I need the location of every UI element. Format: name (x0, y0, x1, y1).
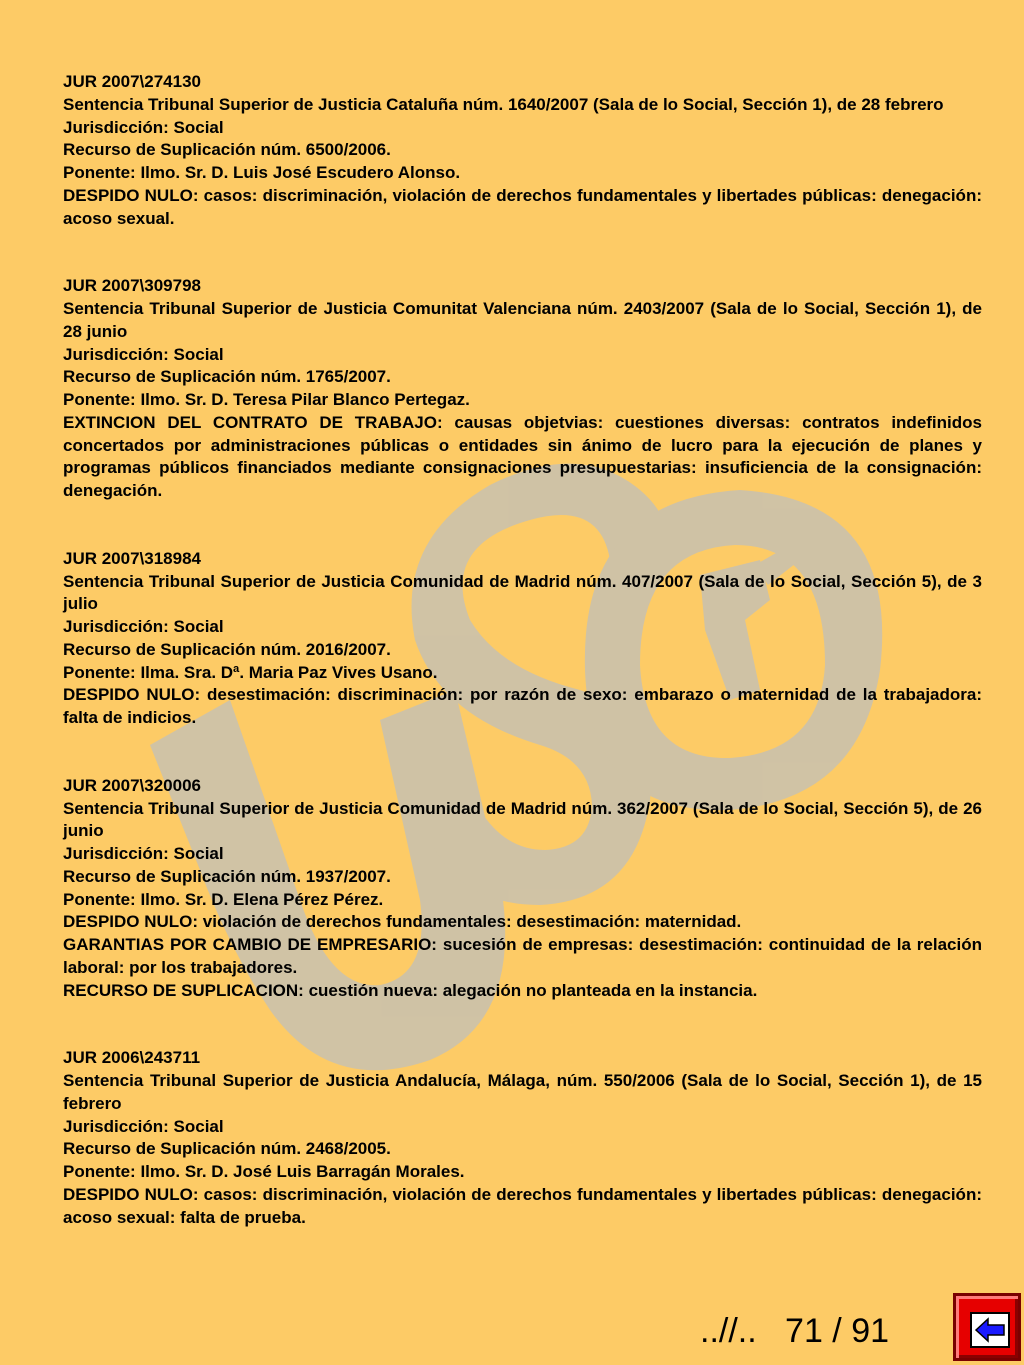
case-summary: DESPIDO NULO: casos: discriminación, violación de derechos fundamentales y libertades públicas: denegación: acoso sexual: falta de prueba. (63, 1184, 982, 1227)
case-title: Sentencia Tribunal Superior de Justicia Comunidad de Madrid núm. 362/2007 (Sala de lo Social, Sección 5), de 26 junio (63, 798, 982, 841)
case-title: Sentencia Tribunal Superior de Justicia Comunitat Valenciana núm. 2403/2007 (Sala de lo Social, Sección 1), de 28 junio (63, 299, 982, 341)
case-appeal: Recurso de Suplicación núm. 2016/2007. (63, 639, 391, 659)
continuation-marker: ..//.. (700, 1312, 757, 1350)
case-jurisdiction: Jurisdicción: Social (63, 117, 224, 137)
case-title: Sentencia Tribunal Superior de Justicia Comunidad de Madrid núm. 407/2007 (Sala de lo Social, Sección 5), de 3 julio (63, 571, 982, 614)
case-rapporteur: Ponente: Ilmo. Sr. D. Luis José Escudero Alonso. (63, 163, 461, 182)
case-appeal: Recurso de Suplicación núm. 1937/2007. (63, 866, 391, 886)
page-footer (700, 1312, 889, 1351)
case-summary: RECURSO DE SUPLICACION: cuestión nueva: alegación no planteada en la instancia. (63, 980, 758, 1000)
case-entry (63, 548, 982, 730)
case-appeal: Recurso de Suplicación núm. 2468/2005. (63, 1139, 391, 1159)
case-reference: JUR 2007\274130 (63, 72, 202, 91)
case-entry (63, 71, 982, 230)
case-reference: JUR 2007\320006 (63, 775, 202, 795)
case-reference: JUR 2007\318984 (63, 548, 202, 568)
case-reference: JUR 2006\243711 (63, 1048, 201, 1068)
case-jurisdiction: Jurisdicción: Social (63, 617, 224, 636)
case-title: Sentencia Tribunal Superior de Justicia Cataluña núm. 1640/2007 (Sala de lo Social, Sección 1), de 28 febrero (63, 94, 944, 114)
case-rapporteur: Ponente: Ilmo. Sr. D. José Luis Barragán Morales. (63, 1162, 465, 1181)
case-summary: EXTINCION DEL CONTRATO DE TRABAJO: causas objetvias: cuestiones diversas: contratos indefinidos concertados por administraciones públicas o entidades sin ánimo de lucro para la ejecución de planes y programas públicos financiados mediante consignaciones presupuestarias: insuficiencia de la consignación: denegación. (63, 412, 982, 500)
arrow-left-icon (972, 1314, 1008, 1346)
case-title: Sentencia Tribunal Superior de Justicia Andalucía, Málaga, núm. 550/2006 (Sala de lo Social, Sección 1), de 15 febrero (63, 1071, 982, 1113)
back-button[interactable] (953, 1293, 1021, 1361)
case-summary: DESPIDO NULO: desestimación: discriminación: por razón de sexo: embarazo o maternidad de la trabajadora: falta de indicios. (63, 685, 982, 727)
case-jurisdiction: Jurisdicción: Social (63, 344, 224, 364)
case-summary: DESPIDO NULO: casos: discriminación, violación de derechos fundamentales y libertades públicas: denegación: acoso sexual. (63, 185, 982, 228)
page-indicator: 71 / 91 (785, 1312, 890, 1350)
case-rapporteur: Ponente: Ilma. Sra. Dª. Maria Paz Vives Usano. (63, 662, 438, 682)
case-rapporteur: Ponente: Ilmo. Sr. D. Elena Pérez Pérez. (63, 889, 384, 909)
document-body (63, 71, 982, 1229)
case-appeal: Recurso de Suplicación núm. 6500/2006. (63, 140, 391, 160)
case-reference: JUR 2007\309798 (63, 276, 202, 296)
case-entry (63, 275, 982, 503)
back-button-face (970, 1312, 1010, 1348)
case-rapporteur: Ponente: Ilmo. Sr. D. Teresa Pilar Blanco Pertegaz. (63, 390, 470, 409)
case-jurisdiction: Jurisdicción: Social (63, 844, 224, 863)
case-entry (63, 775, 982, 1003)
case-summary: DESPIDO NULO: violación de derechos fundamentales: desestimación: maternidad. (63, 912, 742, 932)
case-entry (63, 1047, 982, 1229)
case-jurisdiction: Jurisdicción: Social (63, 1116, 224, 1136)
case-appeal: Recurso de Suplicación núm. 1765/2007. (63, 367, 391, 387)
case-summary: GARANTIAS POR CAMBIO DE EMPRESARIO: sucesión de empresas: desestimación: continuidad de la relación laboral: por los trabajadores. (63, 935, 982, 977)
